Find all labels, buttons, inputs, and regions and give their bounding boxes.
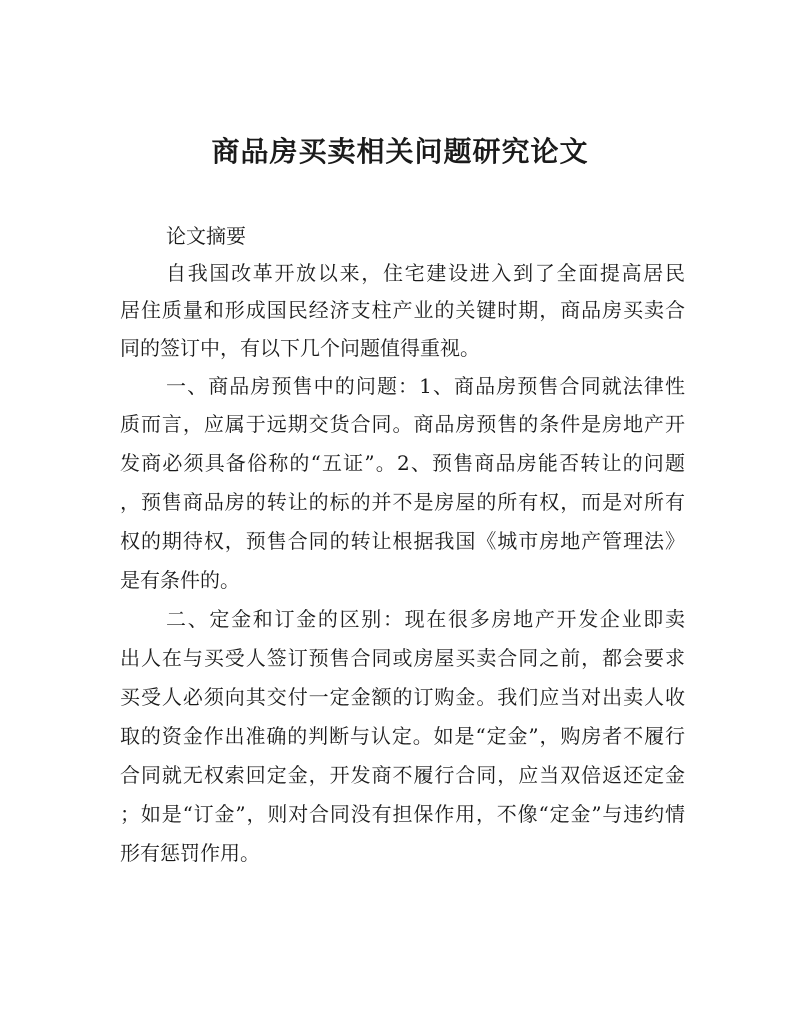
paragraph-line: 买受人必须向其交付一定金额的订购金。我们应当对出卖人收 (120, 685, 685, 709)
document-title: 商品房买卖相关问题研究论文 (211, 135, 589, 168)
paragraph-line: 是有条件的。 (120, 568, 240, 592)
abstract-heading: 论文摘要 (166, 224, 246, 248)
paragraph-line: 合同就无权索回定金，开发商不履行合同，应当双倍返还定金 (120, 763, 685, 787)
paragraph-line: 居住质量和形成国民经济支柱产业的关键时期，商品房买卖合 (120, 298, 685, 322)
paragraph-line: 一、商品房预售中的问题：1、商品房预售合同就法律性 (166, 374, 685, 398)
paragraph-line: 二、定金和订金的区别：现在很多房地产开发企业即卖 (166, 607, 685, 631)
paragraph-line: 同的签订中，有以下几个问题值得重视。 (120, 336, 480, 360)
paragraph-line: ，预售商品房的转让的标的并不是房屋的所有权，而是对所有 (120, 490, 685, 514)
paragraph-line: 权的期待权，预售合同的转让根据我国《城市房地产管理法》 (120, 529, 685, 553)
paragraph-line: ；如是“订金”，则对合同没有担保作用，不像“定金”与违约情 (120, 802, 685, 826)
paragraph-line: 出人在与买受人签订预售合同或房屋买卖合同之前，都会要求 (120, 646, 685, 670)
paragraph-line: 自我国改革开放以来，住宅建设进入到了全面提高居民 (166, 261, 685, 285)
paragraph-line: 形有惩罚作用。 (120, 841, 260, 865)
paragraph-line: 取的资金作出准确的判断与认定。如是“定金”，购房者不履行 (120, 724, 685, 748)
paragraph-line: 发商必须具备俗称的“五证”。2、预售商品房能否转让的问题 (120, 451, 685, 475)
paragraph-line: 质而言，应属于远期交货合同。商品房预售的条件是房地产开 (120, 412, 685, 436)
